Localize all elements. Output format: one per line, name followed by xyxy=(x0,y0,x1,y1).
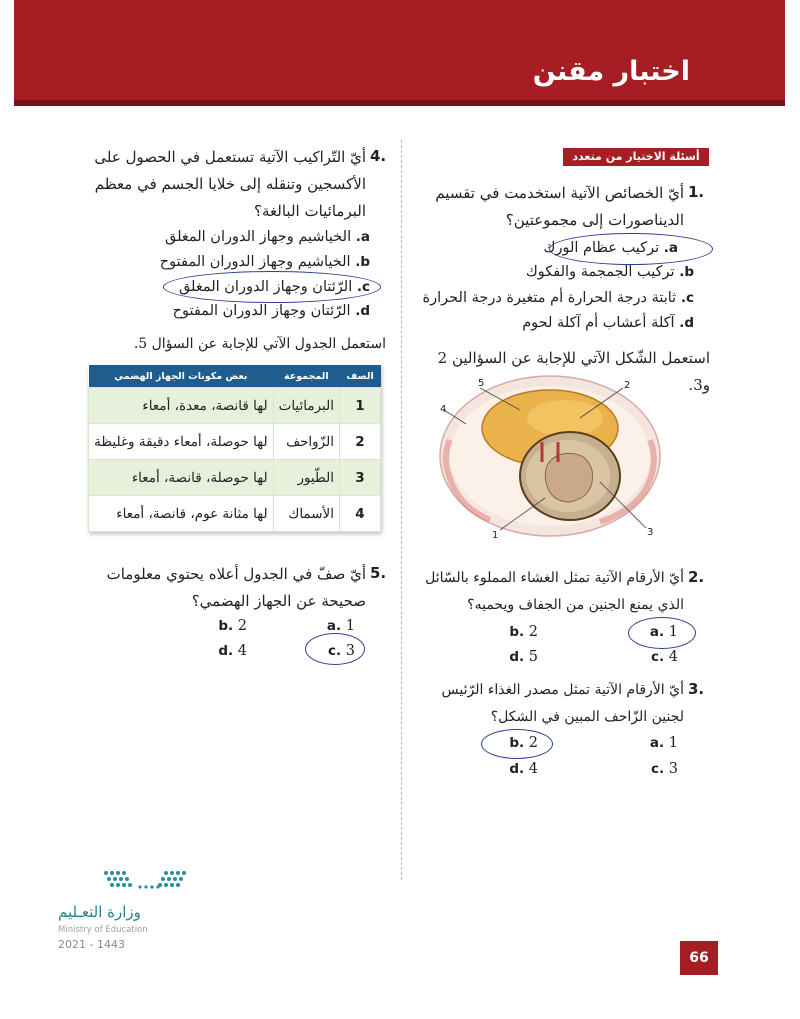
q3-option-d[interactable] xyxy=(509,757,538,781)
option-letter: c. xyxy=(651,649,665,665)
q3-option-a[interactable] xyxy=(650,731,678,755)
option-letter: a. xyxy=(649,624,665,640)
option-text: 2 xyxy=(528,624,538,640)
option-text: 5 xyxy=(528,649,538,665)
option-text: 2 xyxy=(528,735,538,751)
option-text: 1 xyxy=(345,618,355,634)
option-letter: a. xyxy=(326,618,342,634)
option-letter: b. xyxy=(218,618,234,634)
option-letter: a. xyxy=(649,735,665,751)
table-header-group: المجموعة xyxy=(273,365,339,388)
q1-text: أيّ الخصائص الآتية استخدمت في تقسيم الديناصورات إلى مجموعتين؟ xyxy=(435,184,684,229)
option-text: الخياشيم وجهاز الدوران المغلق xyxy=(164,229,352,245)
q5-option-b[interactable] xyxy=(218,614,247,638)
edition-year: 2021 - 1443 xyxy=(58,938,125,951)
figure-label-2: 2 xyxy=(624,380,631,391)
column-divider xyxy=(401,140,402,880)
q4-text: أيّ التّراكيب الآتية تستعمل في الحصول على الأكسجين وتنقله إلى خلايا الجسم في معظم البرمائيات البالغة؟ xyxy=(94,148,366,220)
table-cell: لها قانصة، معدة، أمعاء xyxy=(89,388,274,424)
option-letter: b. xyxy=(355,254,370,270)
option-letter: b. xyxy=(679,264,694,280)
option-letter: c. xyxy=(680,290,694,306)
option-letter: c. xyxy=(651,761,665,777)
q4-option-a[interactable] xyxy=(165,225,370,249)
q5-option-d[interactable] xyxy=(218,639,247,663)
option-letter: d. xyxy=(679,315,694,331)
table-header-components: بعض مكونات الجهاز الهضمي xyxy=(89,365,274,388)
option-letter: b. xyxy=(509,735,525,751)
table-cell: لها مثانة عوم، قانصة، أمعاء xyxy=(89,496,274,532)
option-text: ثابتة درجة الحرارة أم متغيرة درجة الحرارة xyxy=(422,290,677,306)
option-text: 4 xyxy=(668,649,678,665)
answer-circle-q3 xyxy=(481,729,553,759)
figure-label-1: 1 xyxy=(492,530,499,541)
option-letter: d. xyxy=(509,649,525,665)
option-text: الخياشيم وجهاز الدوران المفتوح xyxy=(159,254,351,270)
option-text: تركيب الجمجمة والفكوك xyxy=(525,264,675,280)
table-cell: البرمائيات xyxy=(273,388,339,424)
option-letter: d. xyxy=(218,643,234,659)
digestive-table xyxy=(88,365,381,532)
egg-figure xyxy=(430,370,670,545)
table-row xyxy=(89,424,381,460)
answer-circle-q2 xyxy=(628,617,696,649)
answer-circle-q4 xyxy=(163,271,381,303)
option-text: الرّئتان وجهاز الدوران المفتوح xyxy=(172,303,351,319)
q1-option-c[interactable] xyxy=(423,286,694,310)
q3-number: 3. xyxy=(688,680,705,698)
option-text: 1 xyxy=(668,735,678,751)
table-cell: الزّواحف xyxy=(273,424,339,460)
q3-option-c[interactable] xyxy=(651,757,678,781)
page-title: اختبار مقنن xyxy=(532,56,690,87)
q1-option-d[interactable] xyxy=(522,311,694,335)
option-text: 3 xyxy=(668,761,678,777)
table-row xyxy=(89,496,381,532)
q2-option-d[interactable] xyxy=(509,645,538,669)
header-banner-underline xyxy=(14,100,785,106)
option-letter: c. xyxy=(328,643,342,659)
q4-number: 4. xyxy=(370,147,387,165)
option-text: الرّئتان وجهاز الدوران المغلق xyxy=(178,279,353,295)
table-cell: 4 xyxy=(340,496,381,532)
q5-text: أيّ صفّ في الجدول أعلاه يحتوي معلومات صحيحة عن الجهاز الهضمي؟ xyxy=(106,565,366,610)
table-cell: لها حوصلة، أمعاء دقيقة وغليظة xyxy=(89,424,274,460)
table-cell: الطّيور xyxy=(273,460,339,496)
option-text: آكلة أعشاب أم آكلة لحوم xyxy=(522,315,675,331)
option-text: 1 xyxy=(668,624,678,640)
option-text: 4 xyxy=(237,643,247,659)
table-header-row-num: الصف xyxy=(340,365,381,388)
q2-number: 2. xyxy=(688,568,705,586)
option-letter: b. xyxy=(509,624,525,640)
option-text: تركيب عظام الورك xyxy=(543,240,660,256)
table-cell: 2 xyxy=(340,424,381,460)
q3-text: أيّ الأرقام الآتية تمثل مصدر الغذاء الرّئيس لجنين الزّاحف المبين في الشكل؟ xyxy=(441,682,684,725)
table-row xyxy=(89,388,381,424)
q1-number: 1. xyxy=(688,183,705,201)
table-cell: لها حوصلة، قانصة، أمعاء xyxy=(89,460,274,496)
option-text: 4 xyxy=(528,761,538,777)
egg-diagram xyxy=(430,370,670,545)
answer-circle-q1 xyxy=(549,233,713,265)
table-header-row xyxy=(89,365,381,388)
option-text: 2 xyxy=(237,618,247,634)
option-letter: c. xyxy=(356,279,370,295)
option-letter: a. xyxy=(355,229,370,245)
option-letter: d. xyxy=(355,303,370,319)
q2-option-b[interactable] xyxy=(509,620,538,644)
ministry-name-arabic: وزارة التعـليم xyxy=(58,903,141,921)
answer-circle-q5 xyxy=(305,633,365,665)
ministry-logo-icon xyxy=(100,867,196,893)
section-tag: أسئلة الاختيار من متعدد xyxy=(563,148,709,166)
table-cell: 1 xyxy=(340,388,381,424)
table-row xyxy=(89,460,381,496)
q2-text: أيّ الأرقام الآتية تمثل الغشاء المملوء بالسّائل الذي يمنع الجنين من الجفاف ويحميه؟ xyxy=(425,570,684,613)
option-text: 3 xyxy=(345,643,355,659)
table-intro: استعمل الجدول الآتي للإجابة عن السؤال 5. xyxy=(133,336,386,352)
figure-label-5: 5 xyxy=(478,378,485,389)
option-letter: d. xyxy=(509,761,525,777)
figure-intro: استعمل الشّكل الآتي للإجابة عن السؤالين 2 و3. xyxy=(437,349,710,394)
figure-label-4: 4 xyxy=(440,404,447,415)
table-cell: الأسماك xyxy=(273,496,339,532)
page-number: 66 xyxy=(680,941,718,975)
table-cell: 3 xyxy=(340,460,381,496)
option-letter: a. xyxy=(663,240,678,256)
ministry-name-english: Ministry of Education xyxy=(58,925,148,935)
figure-label-3: 3 xyxy=(647,527,654,538)
q5-number: 5. xyxy=(370,564,387,582)
